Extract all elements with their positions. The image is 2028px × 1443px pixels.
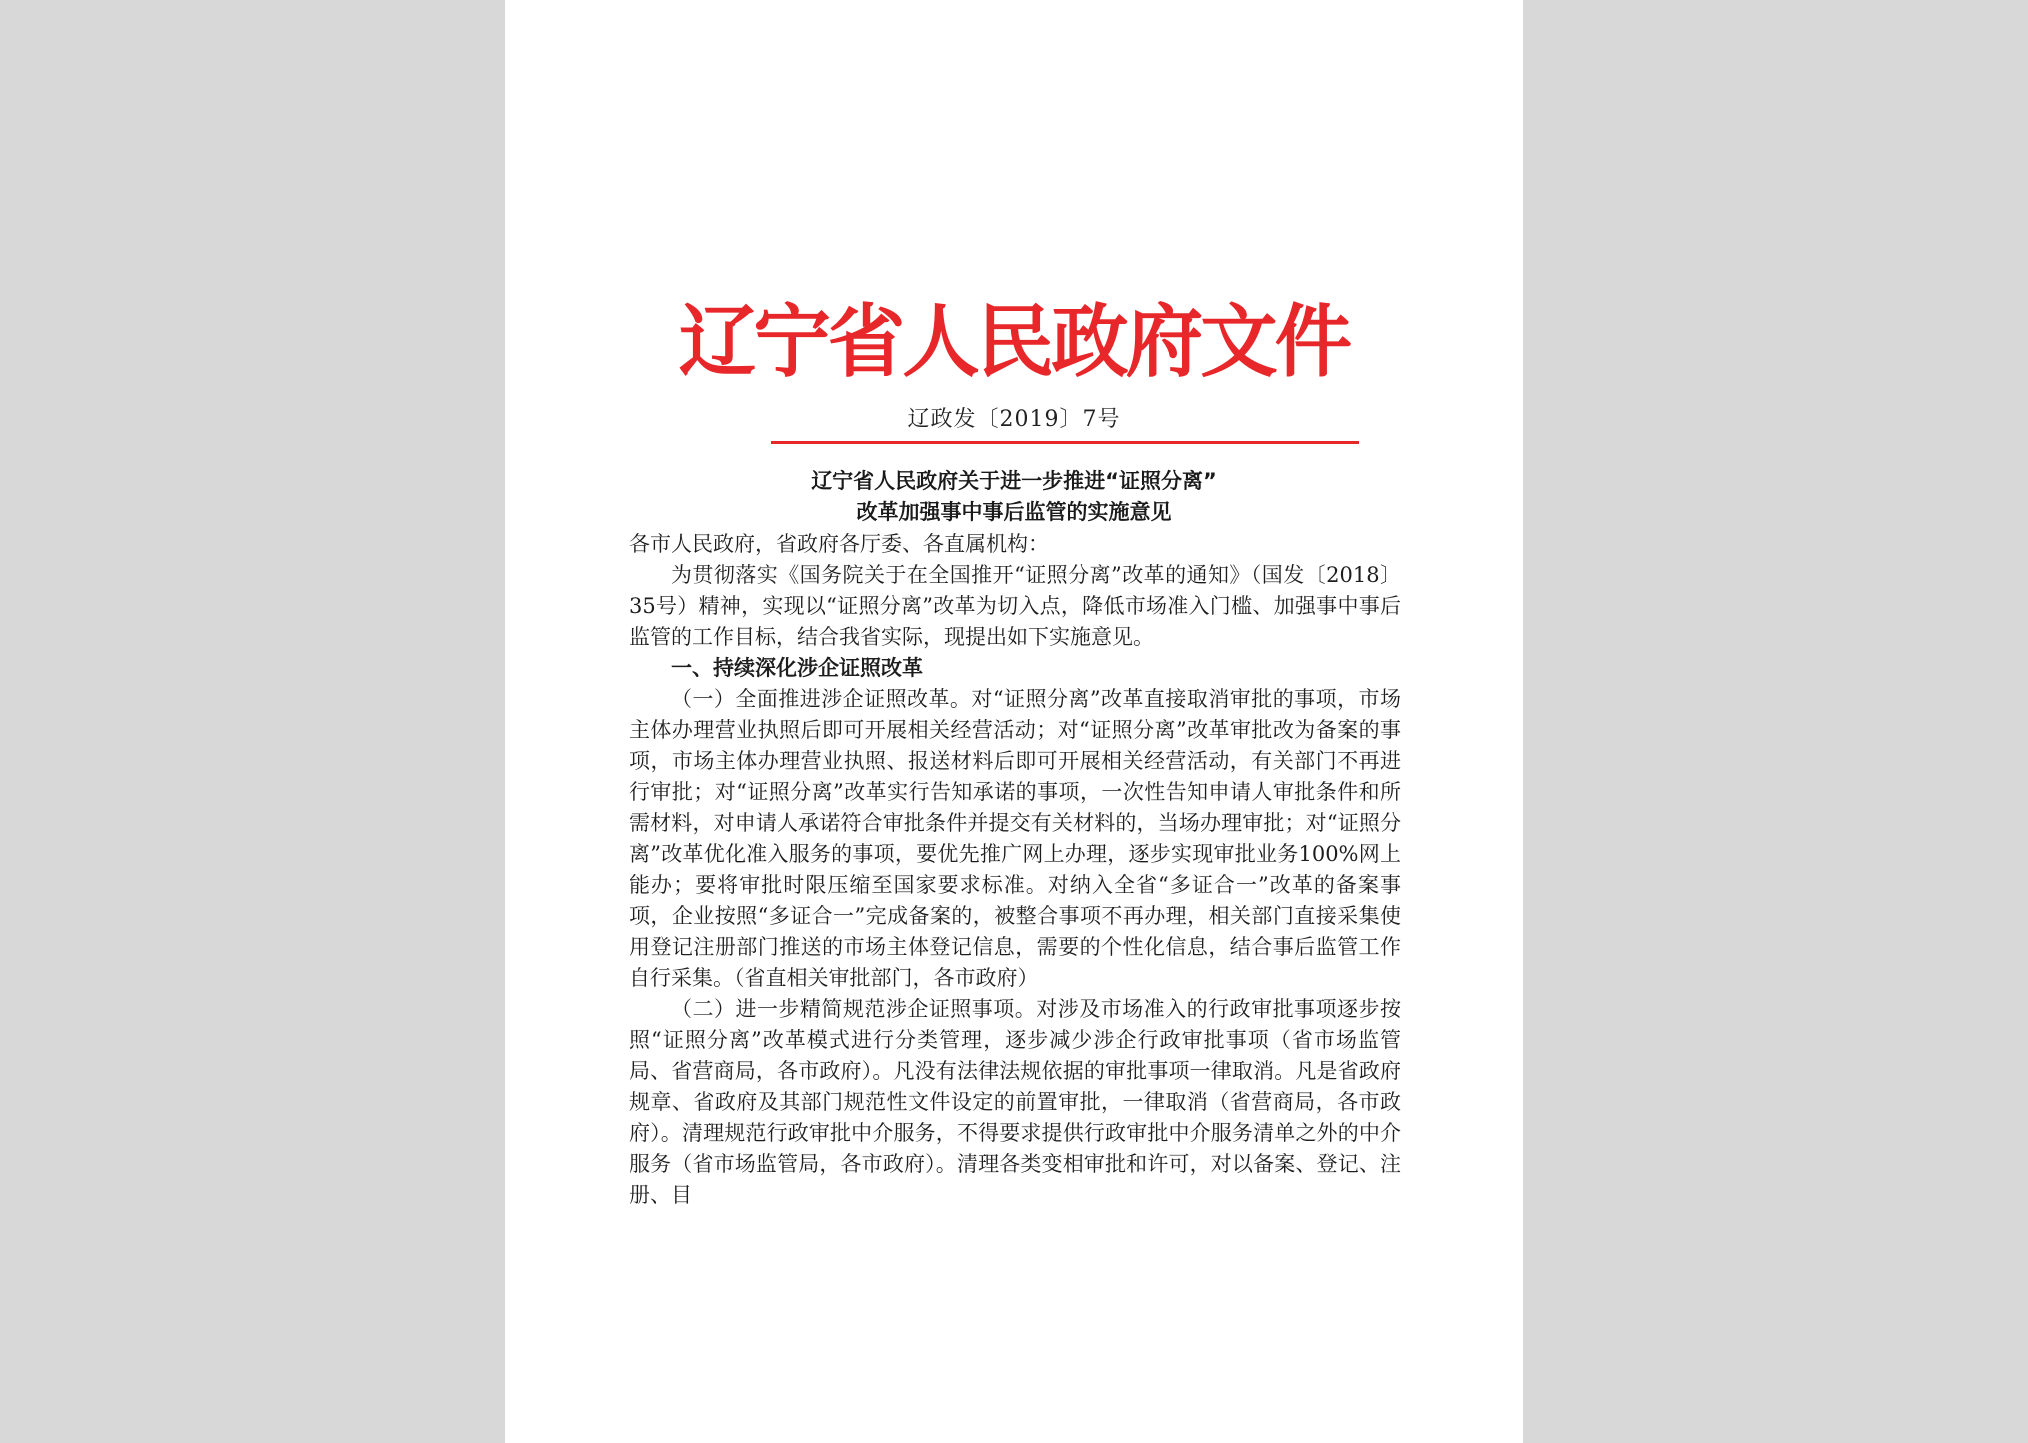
masthead: 辽宁省人民政府文件 (678, 296, 1350, 388)
document-number: 辽政发〔2019〕7号 (907, 407, 1121, 432)
paragraph-1: （一）全面推进涉企证照改革。对“证照分离”改革直接取消审批的事项，市场主体办理营业执照后即可开展相关经营活动；对“证照分离”改革审批改为备案的事项，市场主体办理营业执照、报送材料后即可开展相关经营活动，有关部门不再进行审批；对“证照分离”改革实行告知承诺的事项，一次性告知申请人审批条件和所需材料，对申请人承诺符合审批条件并提交有关材料的，当场办理审批；对“证照分离”改革优化准入服务的事项，要优先推广网上办理，逐步实现审批业务100%网上能办；要将审批时限压缩至国家要求标准。对纳入全省“多证合一”改革的备案事项，企业按照“多证合一”完成备案的，被整合事项不再办理，相关部门直接采集使用登记注册部门推送的市场主体登记信息，需要的个性化信息，结合事后监管工作自行采集。（省直相关审批部门，各市政府） (629, 687, 1401, 990)
document-body (629, 529, 1401, 1211)
paragraph-2: （二）进一步精简规范涉企证照事项。对涉及市场准入的行政审批事项逐步按照“证照分离”改革模式进行分类管理，逐步减少涉企行政审批事项（省市场监管局、省营商局，各市政府）。凡没有法律法规依据的审批事项一律取消。凡是省政府规章、省政府及其部门规范性文件设定的前置审批，一律取消（省营商局，各市政府）。清理规范行政审批中介服务，不得要求提供行政审批中介服务清单之外的中介服务（省市场监管局，各市政府）。清理各类变相审批和许可，对以备案、登记、注册、目 (629, 997, 1401, 1207)
document-title-line-1: 辽宁省人民政府关于进一步推进“证照分离” (811, 469, 1217, 493)
red-divider (771, 441, 1359, 444)
section-heading: 一、持续深化涉企证照改革 (671, 656, 923, 680)
document-page (505, 0, 1523, 1443)
salutation: 各市人民政府，省政府各厅委、各直属机构： (629, 532, 1049, 556)
document-title-line-2: 改革加强事中事后监管的实施意见 (856, 500, 1172, 524)
paragraph-intro: 为贯彻落实《国务院关于在全国推开“证照分离”改革的通知》（国发〔2018〕35号）精神，实现以“证照分离”改革为切入点，降低市场准入门槛、加强事中事后监管的工作目标，结合我省实际，现提出如下实施意见。 (629, 563, 1401, 649)
